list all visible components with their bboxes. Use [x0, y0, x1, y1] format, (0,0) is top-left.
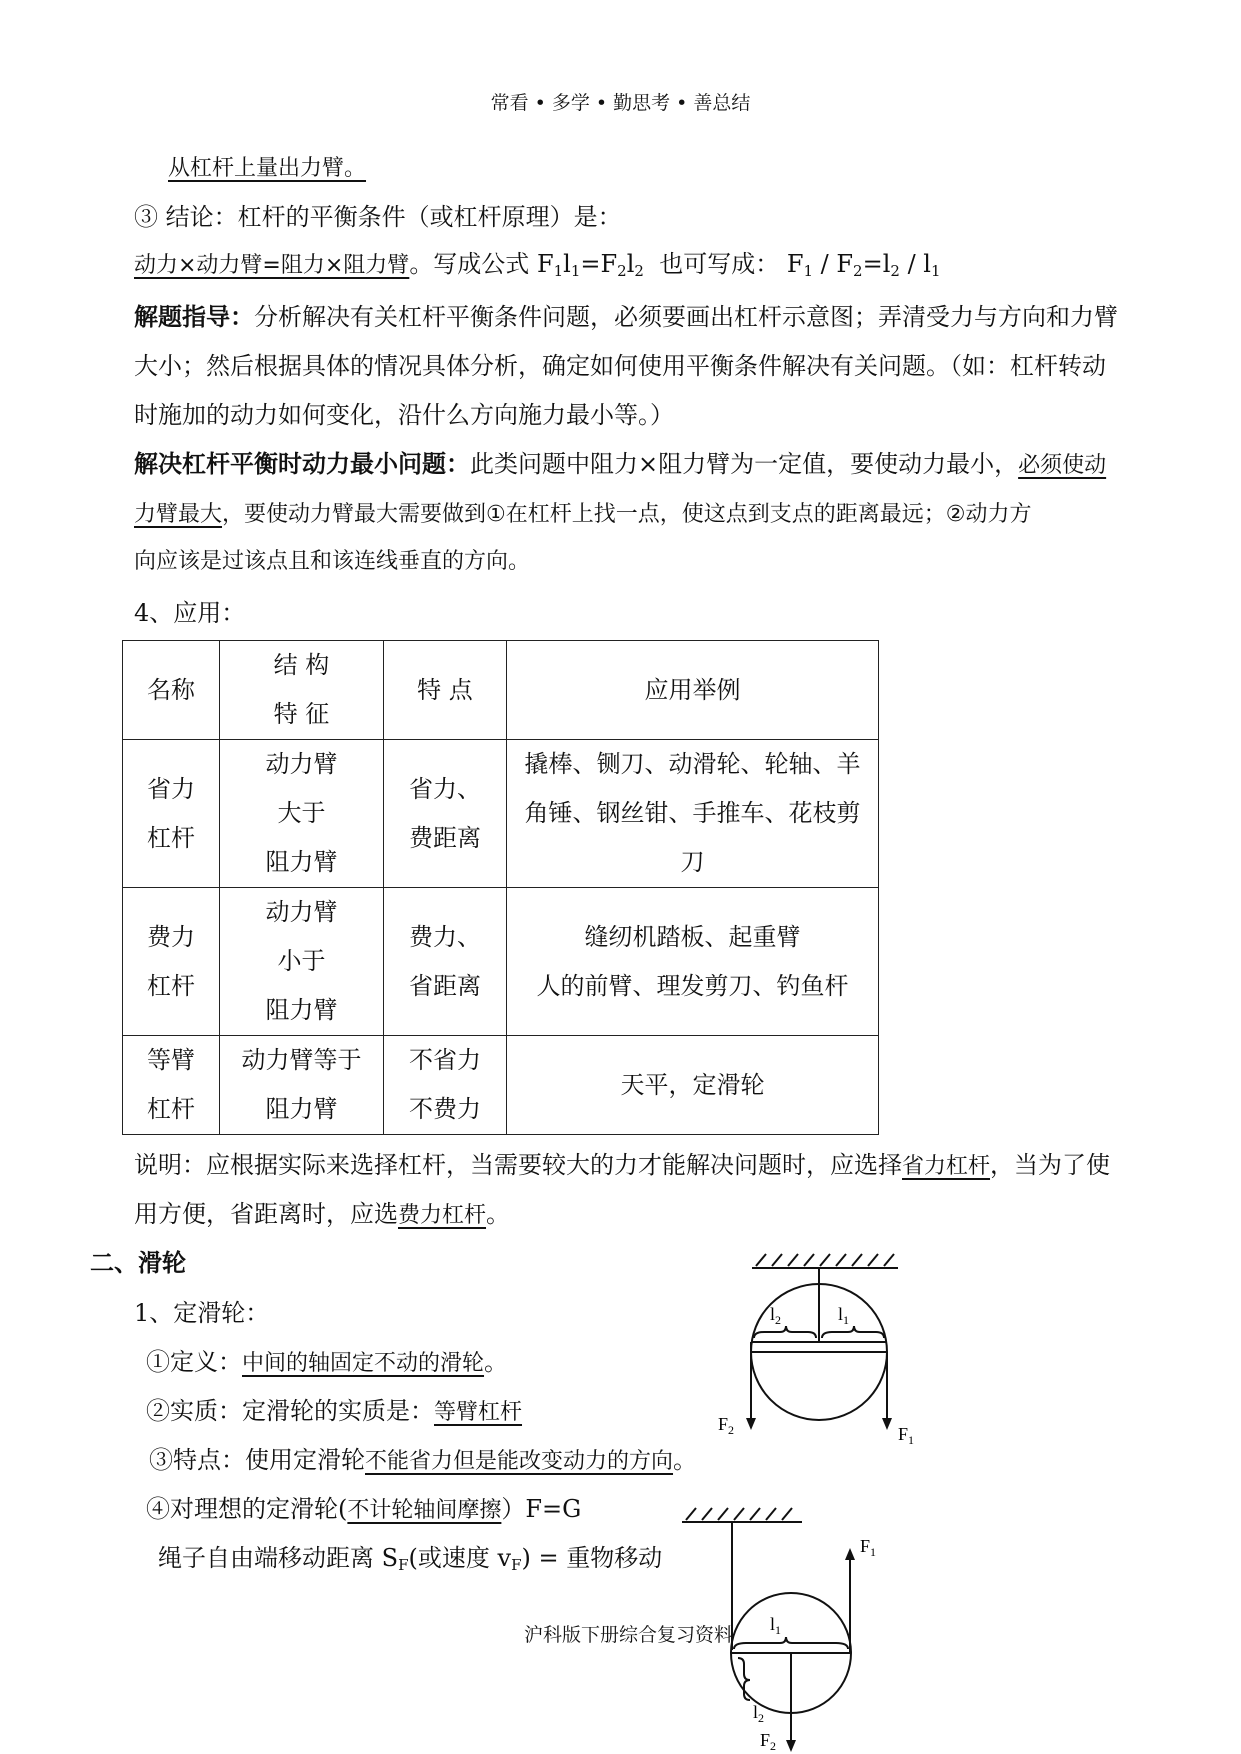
- min-force-line-1: [134, 447, 1106, 483]
- page-footer: 沪科版下册综合复习资料: [524, 1624, 734, 1646]
- guide-title: 解题指导：: [134, 302, 254, 331]
- ideal-underline: 不计轮轴间摩擦: [347, 1498, 502, 1523]
- row-name: 等臂 杠杆: [123, 1036, 220, 1135]
- guide-text-1: 分析解决有关杠杆平衡条件问题，必须要画出杠杆示意图；弄清受力与方向和力臂: [254, 303, 1118, 331]
- min-force-line-3: 向应该是过该点且和该连线垂直的方向。: [134, 549, 531, 574]
- diagram1-label-l2: $l_2$: [770, 1304, 782, 1327]
- header-name: 名称: [123, 641, 220, 740]
- note-underline-2: 费力杠杆: [398, 1203, 487, 1228]
- fixed-pulley-diagram: [718, 1238, 915, 1448]
- note-underline-1: 省力杠杆: [902, 1154, 991, 1179]
- line-conclusion: ③ 结论：杠杆的平衡条件（或杠杆原理）是：: [134, 203, 622, 231]
- fixed-pulley-definition: ①定义：中间的轴固定不动的滑轮。: [146, 1348, 509, 1376]
- application-title: 4、应用：: [134, 599, 246, 627]
- row-structure: 动力臂 大于 阻力臂: [220, 740, 384, 888]
- note-text-3: 用方便，省距离时，应选: [134, 1200, 398, 1228]
- note-line-2: [134, 1197, 510, 1233]
- lever-principle-text: 动力×动力臂=阻力×阻力臂: [134, 253, 410, 278]
- row-examples: 天平，定滑轮: [507, 1036, 879, 1135]
- guide-line-1: [134, 300, 1118, 334]
- fixed-pulley-feature: ③特点：使用定滑轮不能省力但是能改变动力的方向。: [149, 1446, 698, 1474]
- row-name: 费力 杠杆: [123, 888, 220, 1036]
- row-feature: 不省力 不费力: [384, 1036, 507, 1135]
- diagram2-label-l1: $l_1$: [770, 1614, 782, 1637]
- formula-lead: 。写成公式: [409, 250, 537, 278]
- diagram2-label-l2: $l_2$: [753, 1702, 765, 1725]
- formula-alt-lead: 也可写成：: [659, 250, 780, 278]
- line-measure-arm: 从杠杆上量出力臂。: [168, 156, 367, 181]
- fixed-pulley-ideal: ④对理想的定滑轮(不计轮轴间摩擦）F=G: [146, 1495, 582, 1523]
- min-force-line-2: [134, 496, 1031, 532]
- guide-line-2: 大小；然后根据具体的情况具体分析，确定如何使用平衡条件解决有关问题。（如：杠杆转动: [134, 352, 1106, 380]
- definition-underline: 中间的轴固定不动的滑轮: [242, 1351, 485, 1376]
- min-force-title: 解决杠杆平衡时动力最小问题：: [134, 449, 470, 478]
- diagram1-label-f2: $F_2$: [718, 1414, 735, 1437]
- diagram1-label-l1: $l_1$: [838, 1304, 850, 1327]
- section-title-pulley: 二、滑轮: [90, 1248, 186, 1277]
- table-header-row: [123, 641, 879, 740]
- page-header: 常看 • 多学 • 勤思考 • 善总结: [490, 92, 751, 114]
- note-text-1: 说明：应根据实际来选择杠杆，当需要较大的力才能解决问题时，应选择: [134, 1151, 902, 1179]
- row-name: 省力 杠杆: [123, 740, 220, 888]
- fixed-pulley-essence: ②实质：定滑轮的实质是：等臂杠杆: [146, 1397, 523, 1425]
- row-examples: 缝纫机踏板、起重臂 人的前臂、理发剪刀、钓鱼杆: [507, 888, 879, 1036]
- formula-2: $F_1 / F_2=l_2 / l_1$: [786, 250, 941, 280]
- row-structure: 动力臂等于 阻力臂: [220, 1036, 384, 1135]
- min-force-text-2: ，要使动力臂最大需要做到①在杠杆上找一点，使这点到支点的距离最远；②动力方: [222, 502, 1032, 527]
- row-structure: 动力臂 小于 阻力臂: [220, 888, 384, 1036]
- lever-application-table: [122, 640, 879, 1135]
- header-examples: 应用举例: [507, 641, 879, 740]
- note-text-4: 。: [486, 1200, 511, 1228]
- diagram2-label-f1: $F_1$: [860, 1536, 877, 1559]
- guide-line-3: 时施加的动力如何变化，沿什么方向施力最小等。）: [134, 401, 674, 429]
- note-text-2: ，当为了使: [990, 1151, 1111, 1179]
- line-formula: [134, 247, 941, 288]
- fixed-pulley-title: 1、定滑轮：: [134, 1299, 270, 1327]
- table-row: [123, 1036, 879, 1135]
- header-structure: 结 构 特 征: [220, 641, 384, 740]
- min-force-underline-2: 力臂最大: [134, 502, 223, 527]
- table-row: [123, 740, 879, 888]
- min-force-underline-1: 必须使动: [1018, 453, 1107, 478]
- note-line-1: [134, 1148, 1110, 1184]
- rope-distance-line: 绳子自由端移动距离 $S_F$(或速度 $v_F$) = 重物移动: [158, 1544, 663, 1574]
- header-feature: 特 点: [384, 641, 507, 740]
- row-examples: 撬棒、铡刀、动滑轮、轮轴、羊 角锤、钢丝钳、手推车、花枝剪 刀: [507, 740, 879, 888]
- diagram2-label-f2: $F_2$: [760, 1730, 777, 1753]
- table-row: [123, 888, 879, 1036]
- diagram1-label-f1: $F_1$: [898, 1424, 915, 1447]
- essence-underline: 等臂杠杆: [434, 1400, 523, 1425]
- formula-1: $F_1l_1=F_2l_2$: [536, 250, 644, 280]
- row-feature: 省力、 费距离: [384, 740, 507, 888]
- min-force-text-1: 此类问题中阻力×阻力臂为一定值，要使动力最小，: [470, 450, 1019, 478]
- row-feature: 费力、 省距离: [384, 888, 507, 1036]
- feature-underline: 不能省力但是能改变动力的方向: [365, 1449, 674, 1474]
